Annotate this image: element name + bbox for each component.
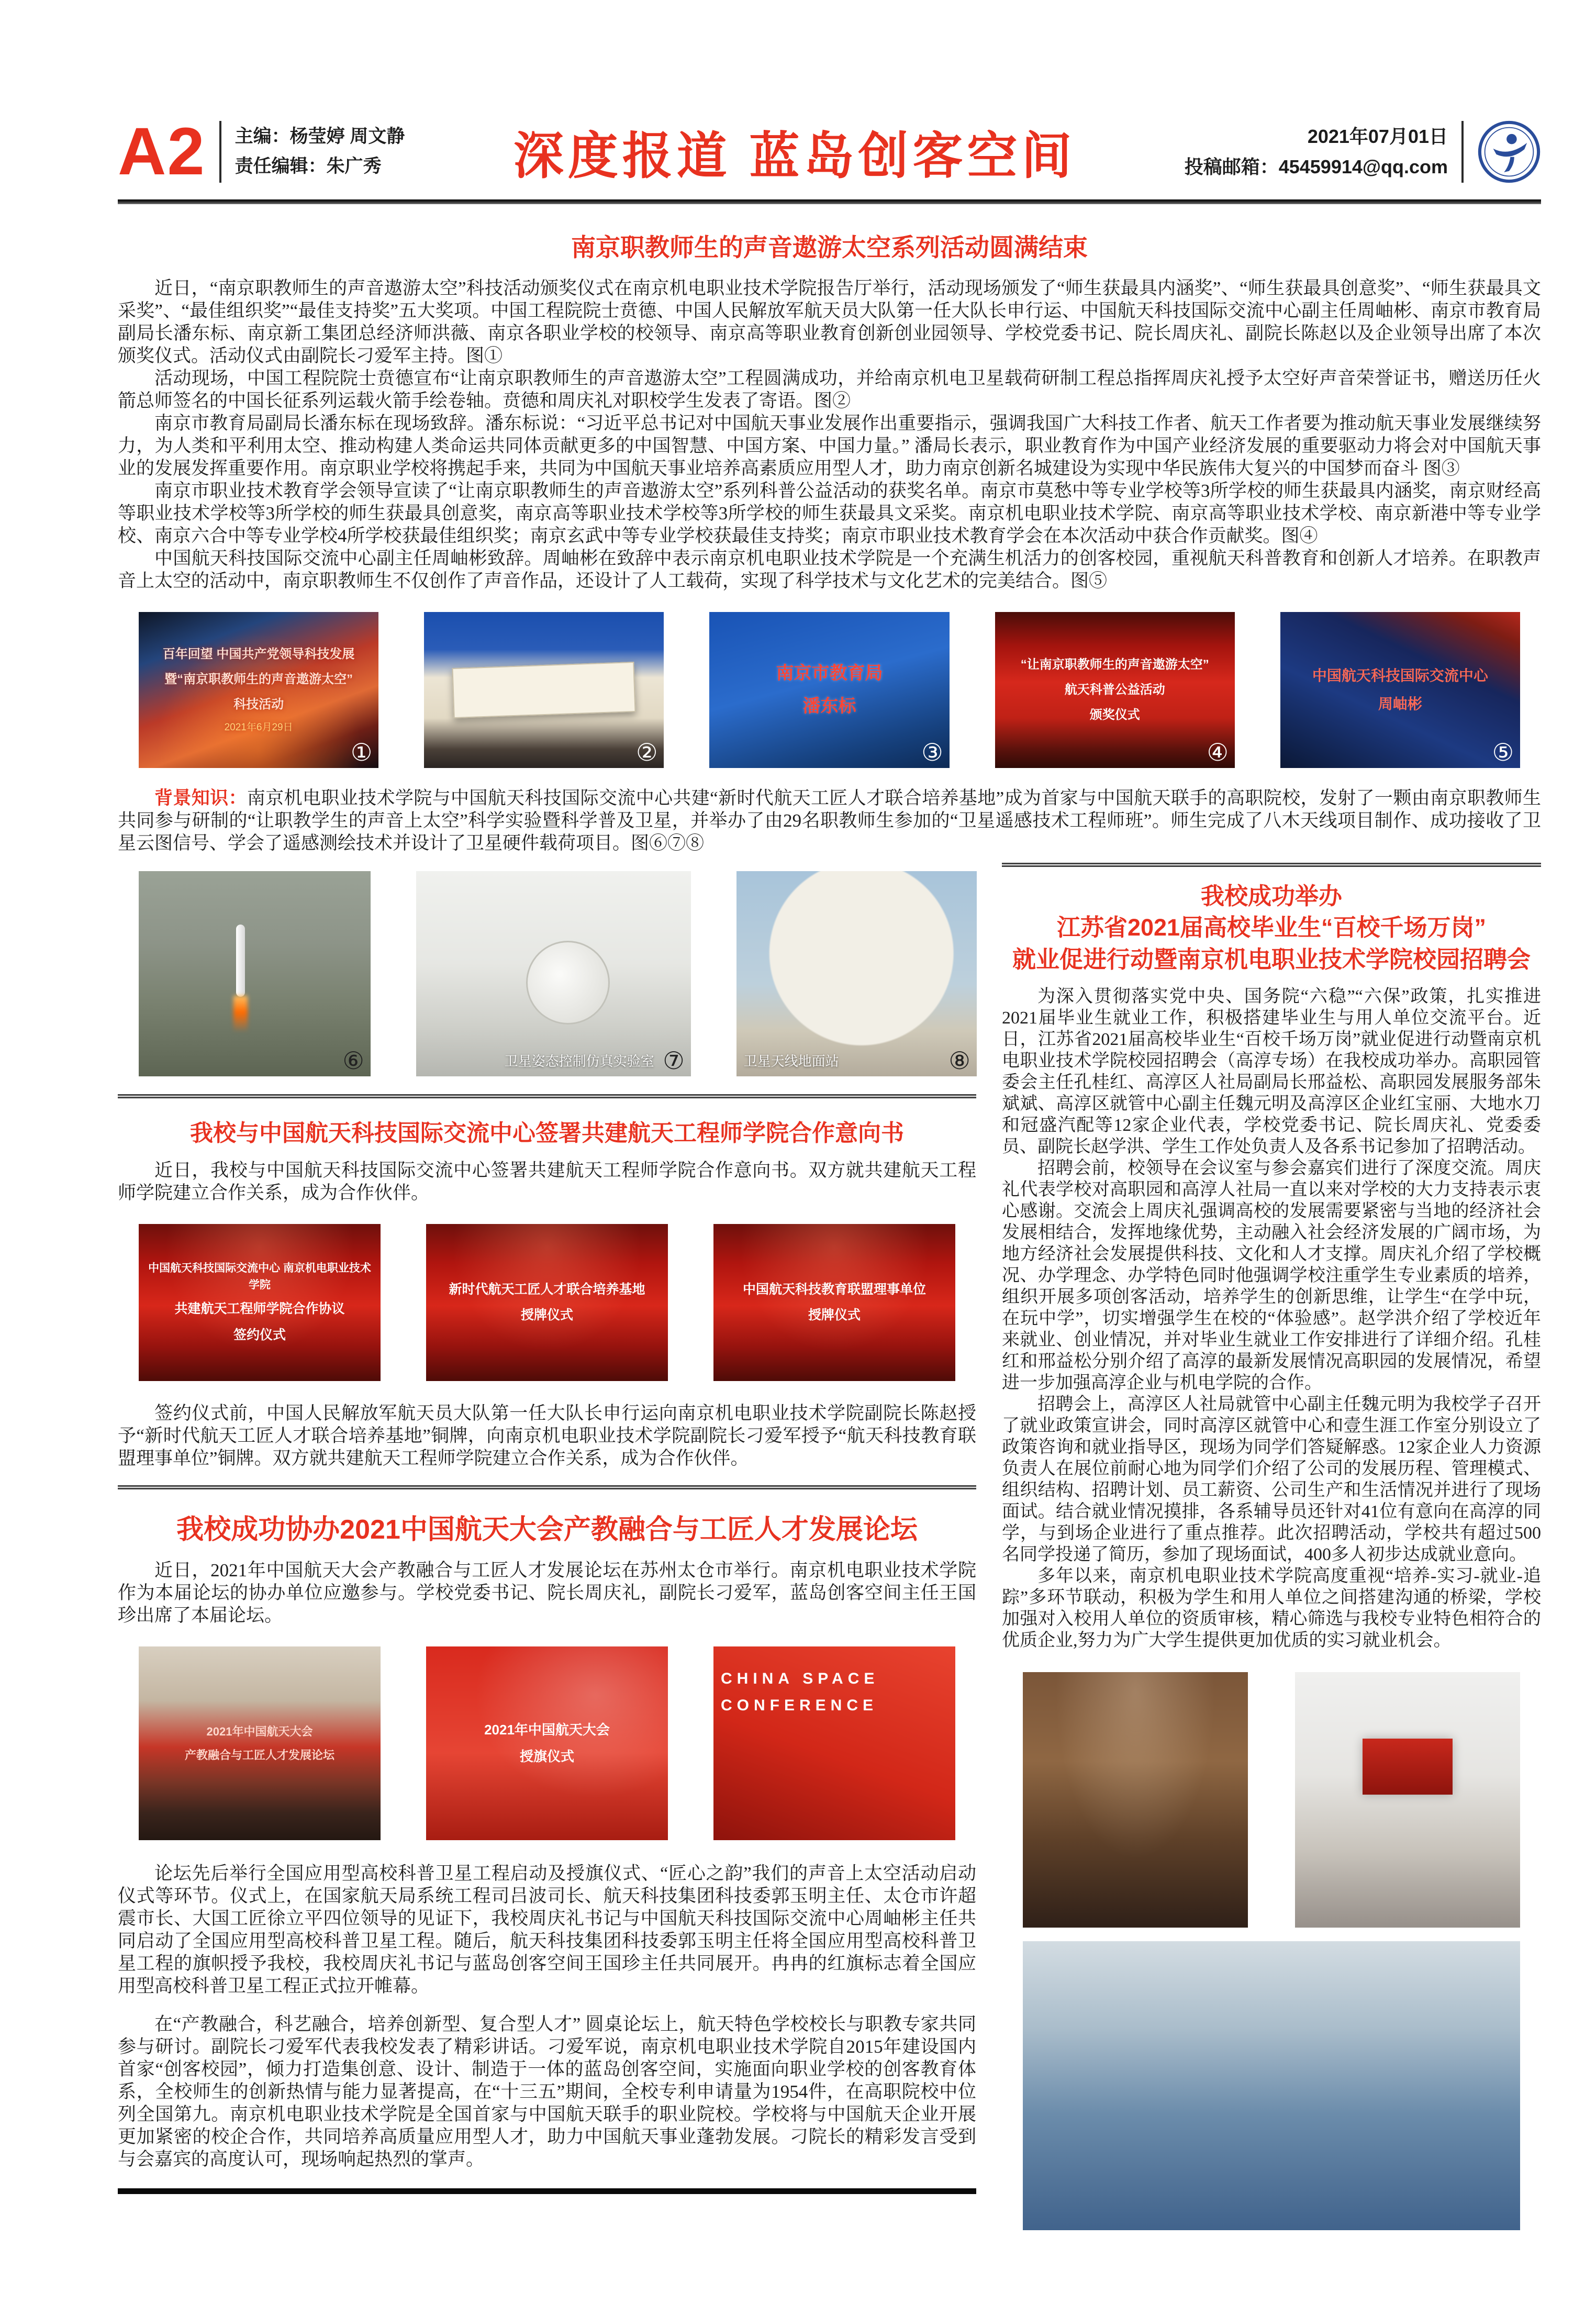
section-rule bbox=[1002, 863, 1541, 867]
article1-paragraph: 活动现场，中国工程院院士贲德宣布“让南京职教师生的声音遨游太空”工程圆满成功，并给南京机电卫星载荷研制工程总指挥周庆礼授予太空好声音荣誉证书，赠送历任火箭总师签名的中国长征系列运载火箭手绘卷轴。贲德和周庆礼对职校学生发表了寄语。图② bbox=[118, 368, 1541, 411]
photo-caption: 卫星天线地面站 bbox=[743, 1053, 839, 1069]
photo-auditorium bbox=[1023, 1672, 1248, 1928]
school-logo-icon bbox=[1477, 120, 1541, 184]
editors-block bbox=[235, 122, 405, 181]
section-rule bbox=[118, 1485, 976, 1489]
section-rule bbox=[118, 1094, 976, 1098]
recruitment-article-title: 我校成功举办 江苏省2021届高校毕业生“百校千场万岗” 就业促进行动暨南京机电职业技术学院校园招聘会 bbox=[1012, 883, 1531, 973]
article3-title: 我校成功协办2021中国航天大会产教融合与工匠人才发展论坛 bbox=[176, 1515, 918, 1545]
photo-exchange-center-speech: 中国航天科技国际交流中心 周岫彬 ⑤ bbox=[1280, 612, 1520, 768]
article1-paragraph: 中国航天科技国际交流中心副主任周岫彬致辞。周岫彬在致辞中表示南京机电职业技术学院是一个充满生机活力的创客校园，重视航天科普教育和创新人才培养。在职教声音上太空的活动中，南京职教师生不仅创作了声音作品，还设计了人工载荷，实现了科学技术与文化艺术的完美结合。图⑤ bbox=[118, 548, 1541, 591]
article3-paragraph: 论坛先后举行全国应用型高校科普卫星工程启动及授旗仪式、“匠心之韵”我们的声音上太空活动启动仪式等环节。仪式上，在国家航天局系统工程司吕波司长、航天科技集团科技委郭玉明主任、太仓市许超震市长、大国工匠徐立平四位领导的见证下，我校周庆礼书记与中国航天科技国际交流中心周岫彬主任共同启动了全国应用型高校科普卫星工程。随后，航天科技集团科技委郭玉明主任将全国应用型高校科普卫星工程的旗帜授予我校，我校周庆礼书记与蓝岛创客空间王国珍主任共同展开。冉冉的红旗标志着全国应用型高校科普卫星工程正式拉开帷幕。 bbox=[118, 1863, 976, 1996]
article1-paragraph: 南京市职业技术教育学会领导宣读了“让南京职教师生的声音遨游太空”系列科普公益活动的获奖名单。南京市莫愁中等专业学校等3所学校的师生获最具内涵奖，南京财经高等职业技术学校等3所学校的师生获最具创意奖，南京高等职业技术学校等3所学校的师生获最具文采奖。南京机电职业技术学院、南京高等职业技术学校、南京新港中等专业学校、南京六合中等专业学校4所学校获最佳组织奖；南京玄武中等专业学校获最佳支持奖；南京市职业技术教育学会在本次活动中获合作贡献奖。图④ bbox=[118, 481, 1541, 546]
article2-title: 我校与中国航天科技国际交流中心签署共建航天工程师学院合作意向书 bbox=[190, 1120, 904, 1146]
article3-photo-strip bbox=[118, 1638, 976, 1849]
background-knowledge-label: 背景知识： bbox=[154, 788, 247, 808]
header-divider bbox=[219, 121, 221, 183]
hand-painted-scroll bbox=[452, 662, 636, 718]
article1-photo-strip bbox=[118, 604, 1541, 776]
photo-number: ③ bbox=[921, 739, 943, 766]
satellite-dish-icon bbox=[526, 941, 610, 1025]
recruitment-photo-row bbox=[1002, 1664, 1541, 1936]
photo-flag-ceremony: 2021年中国航天大会 授旗仪式 bbox=[426, 1646, 668, 1840]
header-divider bbox=[1461, 121, 1464, 183]
page-code: A2 bbox=[118, 114, 206, 189]
article-space-voice bbox=[118, 228, 1541, 776]
background-knowledge-text: 南京机电职业技术学院与中国航天科技国际交流中心共建“新时代航天工匠人才联合培养基地”成为首家与中国航天联手的高职院校，发射了一颗由南京职教师生共同参与研制的“让职教学生的声音上太空”科学实验暨科学普及卫星，并举办了由29名职教师生参加的“卫星遥感技术工程师班”。师生完成了八木天线项目制作、成功接收了卫星云图信号、学会了遥感测绘技术并设计了卫星硬件载荷项目。图⑥⑦⑧ bbox=[118, 788, 1541, 853]
photo-education-bureau-speech: 南京市教育局 潘东标 ③ bbox=[709, 612, 949, 768]
masthead-title: 深度报道 蓝岛创客空间 bbox=[513, 128, 1076, 184]
photo-number: ⑦ bbox=[663, 1048, 685, 1074]
photo-satellite-lab bbox=[416, 871, 691, 1076]
article3-paragraph: 近日，2021年中国航天大会产教融合与工匠人才发展论坛在苏州太仓市举行。南京机电职业技术学院作为本届论坛的协办单位应邀参与。学校党委书记、院长周庆礼，副院长刁爱军，蓝岛创客空间主任王国珍出席了本届论坛。 bbox=[118, 1560, 976, 1626]
photo-signing-ceremony: 中国航天科技国际交流中心 南京机电职业技术学院 共建航天工程师学院合作协议 签约仪式 bbox=[139, 1224, 381, 1381]
photo-alliance-plaque-ceremony: 中国航天科技教育联盟理事单位 授牌仪式 bbox=[713, 1224, 955, 1381]
left-column bbox=[118, 863, 976, 2194]
photo-award-ceremony: “让南京职教师生的声音遨游太空” 航天科普公益活动 颁奖仪式 ④ bbox=[995, 612, 1235, 768]
publication-info bbox=[1185, 121, 1448, 182]
article-cooperation-agreement bbox=[118, 1114, 976, 1470]
recruitment-paragraph: 招聘会前，校领导在会议室与参会嘉宾们进行了深度交流。周庆礼代表学校对高职园和高淳人社局一直以来对学校的大力支持表示衷心感谢。交流会上周庆礼强调高校的发展需要紧密与当地的经济社会发展相结合，发挥地缘优势，主动融入社会经济发展的广阔市场，为地方经济社会发展提供科技、文化和人才支撑。周庆礼介绍了学校概况、办学理念、办学特色同时他强调学校注重学生专业素质的培养，组织开展多项创客活动，培养学生的创新思维，让学生“在学中玩，在玩中学”，切实增强学生在校的“体验感”。赵学洪介绍了学校近年来就业、创业情况，并对毕业生就业工作安排进行了详细介绍。孔桂红和邢益松分别介绍了高淳的最新发展情况高职园的发展情况，希望进一步加强高淳企业与机电学院的合作。 bbox=[1002, 1158, 1541, 1393]
photo-forum-hall: 2021年中国航天大会 产教融合与工匠人才发展论坛 bbox=[139, 1646, 381, 1840]
article1-paragraph: 南京市教育局副局长潘东标在现场致辞。潘东标说：“习近平总书记对中国航天事业发展作出重要指示，强调我国广大科技工作者、航天工作者要为推动航天事业发展继续努力，为人类和平利用太空、推动构建人类命运共同体贡献更多的中国智慧、中国方案、中国力量。” 潘局长表示，职业教育作为中国产业经济发展的重要驱动力将会对中国航天事业的发展发挥重要作用。南京职业学校将携起手来，共同为中国航天事业培养高素质应用型人才，助力南京创新名城建设为实现中华民族伟大复兴的中国梦而奋斗 图③ bbox=[118, 413, 1541, 478]
article2-paragraph: 签约仪式前，中国人民解放军航天员大队第一任大队长申行运向南京机电职业技术学院副院长陈赵授予“新时代航天工匠人才联合培养基地”铜牌，向南京机电职业技术学院副院长刁爱军授予“航天科技教育联盟理事单位”铜牌。双方就共建航天工程师学院建立合作关系，成为合作伙伴。 bbox=[118, 1403, 976, 1468]
photo-china-space-conference: CHINA SPACE CONFERENCE bbox=[713, 1646, 955, 1840]
photo-number: ④ bbox=[1207, 739, 1229, 766]
article2-paragraph: 近日，我校与中国航天科技国际交流中心签署共建航天工程师学院合作意向书。双方就共建航天工程师学院建立合作关系，成为合作伙伴。 bbox=[118, 1160, 976, 1203]
article-space-conference-forum bbox=[118, 1507, 976, 2171]
satellite-photo-strip bbox=[118, 863, 976, 1085]
photo-rocket-launch bbox=[139, 871, 371, 1076]
rocket-icon bbox=[236, 925, 245, 997]
duty-editor-line: 责任编辑：朱广秀 bbox=[235, 156, 382, 176]
bottom-rule bbox=[118, 2188, 976, 2194]
photo-number: ② bbox=[636, 739, 658, 766]
chief-editor-line: 主编：杨莹婷 周文静 bbox=[235, 126, 405, 147]
right-column bbox=[1002, 863, 1541, 2239]
header-rule bbox=[118, 199, 1541, 204]
photo-caption: 卫星姿态控制仿真实验室 bbox=[504, 1053, 654, 1069]
photo-number: ① bbox=[350, 739, 373, 766]
submission-email: 投稿邮箱：45459914@qq.com bbox=[1184, 156, 1448, 177]
recruitment-paragraph: 为深入贯彻落实党中央、国务院“六稳”“六保”政策，扎实推进2021届毕业生就业工作，积极搭建毕业生与用人单位交流平台。近日，江苏省2021届高校毕业生“百校千场万岗”就业促进行动暨南京机电职业技术学院校园招聘会（高淳专场）在我校成功举办。高职园管委会主任孔桂红、高淳区人社局副局长邢益松、高职园发展服务部朱斌斌、高淳区就管中心副主任魏元明及高淳区企业红宝丽、大地水刀和冠盛汽配等12家企业代表，学校党委书记、院长周庆礼、党委委员、副院长赵学洪、学生工作处负责人及各系书记参加了招聘活动。 bbox=[1002, 986, 1541, 1156]
photo-base-plaque-ceremony: 新时代航天工匠人才联合培养基地 授牌仪式 bbox=[426, 1224, 668, 1381]
page-header bbox=[118, 113, 1541, 191]
recruitment-paragraph: 招聘会上，高淳区人社局就管中心副主任魏元明为我校学子召开了就业政策宣讲会，同时高淳区就管中心和壹生涯工作室分别设立了政策咨询和就业指导区，现场为同学们答疑解惑。12家企业人力资源负责人在展位前耐心地为同学们介绍了公司的发展历程、管理模式、组织结构、招聘计划、员工薪资、公司生产和生活情况并进行了现场面试。结合就业情况摸排，各系辅导员还针对41位有意向在高淳的同学，与到场企业进行了重点推荐。此次招聘活动，学校共有超过500名同学投递了简历，参加了现场面试，400多人初步达成就业意向。 bbox=[1002, 1394, 1541, 1564]
photo-number: ⑤ bbox=[1492, 739, 1514, 766]
article1-paragraph: 近日，“南京职教师生的声音遨游太空”科技活动颁奖仪式在南京机电职业技术学院报告厅举行，活动现场颁发了“师生获最具内涵奖”、“师生获最具创意奖”、“师生获最具文采奖”、“最佳组织奖”“最佳支持奖”五大奖项。中国工程院院士贲德、中国人民解放军航天员大队第一任大队长申行运、中国航天科技国际交流中心副主任周岫彬、南京市教育局副局长潘东标、南京新工集团总经济师洪薇、南京各职业学校的校领导、南京高等职业教育创新创业园领导、学校党委书记、院长周庆礼、副院长陈赵以及企业领导出席了本次颁奖仪式。活动仪式由副院长刁爱军主持。图① bbox=[118, 278, 1541, 366]
photo-meeting-room bbox=[1295, 1672, 1520, 1928]
photo-job-fair bbox=[1023, 1941, 1520, 2230]
article1-title: 南京职教师生的声音遨游太空系列活动圆满结束 bbox=[571, 233, 1088, 261]
article2-photo-strip bbox=[118, 1216, 976, 1389]
recruitment-paragraph: 多年以来，南京机电职业技术学院高度重视“培养-实习-就业-追踪”多环节联动，积极为学生和用人单位之间搭建沟通的桥梁，学校加强对入校用人单位的资质审核，精心筛选与我校专业特色相符合的优质企业,努力为广大学生提供更加优质的实习就业机会。 bbox=[1002, 1566, 1541, 1650]
background-knowledge bbox=[118, 787, 1541, 854]
photo-ground-station bbox=[736, 871, 977, 1076]
publish-date: 2021年07月01日 bbox=[1307, 126, 1448, 148]
photo-scroll-presentation bbox=[424, 612, 664, 768]
photo-number: ⑥ bbox=[342, 1048, 364, 1074]
photo-number: ⑧ bbox=[948, 1048, 970, 1074]
photo-stage-opening: 百年回望 中国共产党领导科技发展 暨“南京职教师生的声音遨游太空” 科技活动 2021年6月29日 ① bbox=[139, 612, 378, 768]
article3-paragraph: 在“产教融合，科艺融合，培养创新型、复合型人才” 圆桌论坛上，航天特色学校校长与职教专家共同参与研讨。副院长刁爱军代表我校发表了精彩讲话。刁爱军说，南京机电职业技术学院自2015年建设国内首家“创客校园”，倾力打造集创意、设计、制造于一体的蓝岛创客空间，实施面向职业学校的创客教育体系，全校师生的创新热情与能力显著提高，在“十三五”期间，全校专利申请量为1954件，在高职院校中位列全国第九。南京机电职业技术学院是全国首家与中国航天联手的职业院校。学校将与中国航天企业开展更加紧密的校企合作，共同培养高质量应用型人才，助力中国航天事业蓬勃发展。刁院长的精彩发言受到与会嘉宾的高度认可，现场响起热烈的掌声。 bbox=[118, 2014, 976, 2169]
